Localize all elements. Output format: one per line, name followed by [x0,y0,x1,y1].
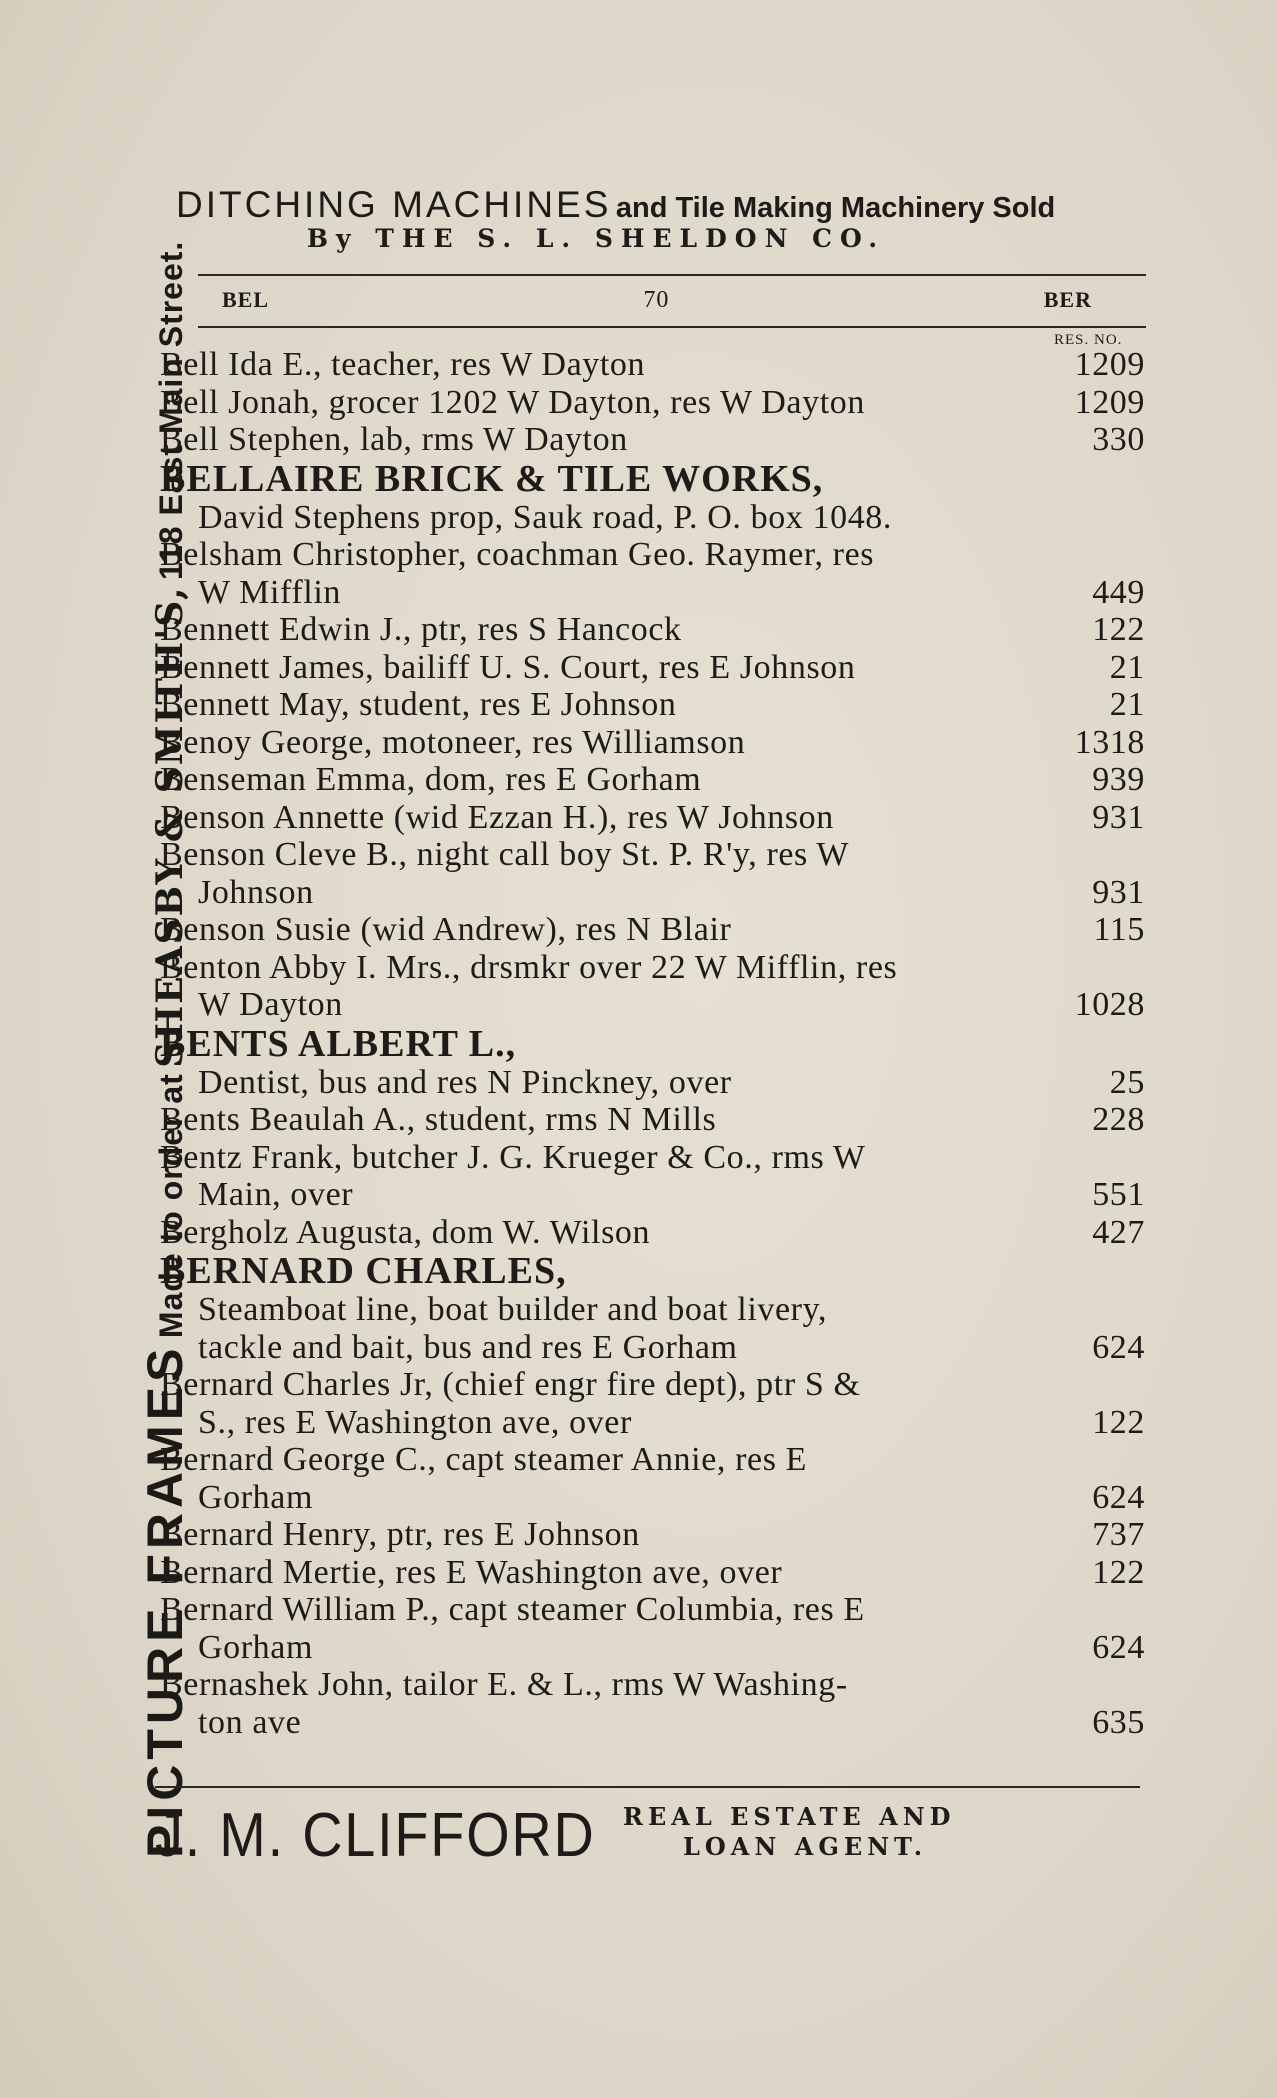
res-number: 122 [1092,611,1145,648]
res-no-label: RES. NO. [1054,332,1123,348]
entry-text: Bents Beaulah A., student, rms N Mills [160,1101,717,1138]
res-number: 931 [1092,873,1145,911]
entry-text: Bell Ida E., teacher, res W Dayton [160,346,646,383]
entry-line [160,761,1145,799]
entry-text: Benson Susie (wid Andrew), res N Blair [160,911,732,948]
entry-heading: BERNARD CHARLES, [160,1250,567,1292]
entry-line [160,836,1145,874]
entry-text: Bennett Edwin J., ptr, res S Hancock [160,611,682,648]
directory-entry [160,1366,1145,1441]
running-head-right: BER [1043,287,1092,312]
entry-line [160,1666,1145,1704]
entry-line [160,1629,1145,1667]
directory-entry [160,761,1145,799]
res-number: 330 [1092,421,1145,458]
top-ad-sheldon-co: By THE S. L. SHELDON CO. [306,224,886,253]
res-number: 427 [1092,1213,1145,1251]
directory-entry [160,1666,1145,1741]
directory-entry [160,911,1145,949]
directory-entry [160,949,1145,1024]
running-head [222,287,1092,314]
entry-text: Benton Abby I. Mrs., drsmkr over 22 W Mifflin, res [160,948,898,986]
entry-line [160,986,1145,1024]
res-number: 228 [1092,1101,1145,1138]
running-head-left: BEL [222,287,270,312]
directory-entry [160,1554,1145,1592]
res-number: 624 [1092,1328,1145,1366]
res-number: 449 [1092,573,1145,611]
directory-entry [160,1024,1145,1102]
side-ad-picture-frames: PICTURE FRAMES [137,1343,193,1858]
res-number: 635 [1092,1703,1145,1741]
entry-text: Bell Stephen, lab, rms W Dayton [160,421,628,458]
side-ad-sheasby-smith: SHEASBY & SMITH'S, [149,585,191,1068]
directory-entry [160,1214,1145,1252]
directory-entry [160,459,1145,537]
side-ad-made-to-order: Made to order at [153,1073,189,1339]
entry-line [160,874,1145,912]
entry-text: tackle and bait, bus and res E Gorham [198,1328,738,1366]
entry-line [160,1139,1145,1177]
entry-text: Bernard George C., capt steamer Annie, res E [160,1441,807,1478]
directory-entry [160,1251,1145,1366]
res-number: 122 [1092,1553,1145,1591]
directory-entry [160,1591,1145,1666]
entry-text: Benson Cleve B., night call boy St. P. R'y, res W [160,836,850,873]
entry-line [160,611,1145,649]
entry-line [160,536,1145,574]
directory-entries [160,346,1145,1741]
directory-entry [160,686,1145,724]
directory-entry [160,649,1145,687]
entry-line [160,574,1145,612]
header-rule-top [198,274,1146,276]
entry-line [160,1516,1145,1554]
directory-entry [160,1101,1145,1139]
entry-line [160,1329,1145,1367]
directory-entry [160,346,1145,384]
res-number: 1209 [1074,383,1145,421]
entry-text: Gorham [198,1478,314,1516]
res-number: 115 [1093,911,1145,948]
entry-line [160,1101,1145,1139]
entry-text: Benseman Emma, dom, res E Gorham [160,761,702,798]
entry-line [160,799,1145,837]
entry-text: Bernashek John, tailor E. & L., rms W Washing- [160,1666,848,1703]
entry-text: Bernard William P., capt steamer Columbia, res E [160,1591,865,1628]
res-number: 21 [1109,686,1145,723]
clifford-business-line2: LOAN AGENT. [683,1832,928,1861]
directory-entry [160,724,1145,762]
entry-line [160,1591,1145,1629]
entry-text: Main, over [198,1176,354,1213]
entry-text: Bergholz Augusta, dom W. Wilson [160,1213,651,1251]
header-rule-bottom [198,326,1146,328]
res-number: 624 [1092,1478,1145,1516]
page-number: 70 [643,287,670,313]
entry-line [160,421,1145,459]
entry-text: Dentist, bus and res N Pinckney, over [198,1063,732,1101]
entry-text: Johnson [198,873,314,911]
top-advertisement [176,184,1146,253]
entry-line [160,346,1145,384]
res-number: 1209 [1074,346,1145,383]
entry-text: Bell Jonah, grocer 1202 W Dayton, res W Dayton [160,383,865,421]
entry-text: Belsham Christopher, coachman Geo. Raymer, res [160,536,875,573]
directory-entry [160,836,1145,911]
entry-line [160,1064,1145,1102]
entry-text: Gorham [198,1628,314,1666]
directory-entry [160,1139,1145,1214]
entry-line [160,1366,1145,1404]
entry-text: Bernard Mertie, res E Washington ave, over [160,1553,783,1591]
entry-line [160,1404,1145,1442]
res-number: 931 [1092,798,1145,836]
entry-text: Benoy George, motoneer, res Williamson [160,723,746,761]
res-number: 551 [1092,1176,1145,1213]
entry-text: Bennett James, bailiff U. S. Court, res E Johnson [160,648,856,686]
side-ad-address: 118 East Main Street. [153,240,189,581]
directory-entry [160,611,1145,649]
directory-entry [160,1441,1145,1516]
entry-text: Bernard Henry, ptr, res E Johnson [160,1516,640,1553]
bottom-advertisement [155,1800,1145,1871]
entry-line [160,1214,1145,1252]
entry-text: W Dayton [198,986,343,1023]
entry-line [160,499,1145,537]
entry-line [160,1479,1145,1517]
res-number: 1028 [1074,986,1145,1023]
entry-text: Bernard Charles Jr, (chief engr fire dept), ptr S & [160,1366,861,1403]
res-number: 737 [1092,1516,1145,1553]
clifford-business-line1: REAL ESTATE AND [623,1802,956,1831]
clifford-business [623,1802,955,1862]
entry-text: Bennett May, student, res E Johnson [160,686,677,723]
entry-line [160,1176,1145,1214]
entry-text: Bentz Frank, butcher J. G. Krueger & Co., rms W [160,1138,866,1176]
entry-line [160,1291,1145,1329]
entry-heading: BELLAIRE BRICK & TILE WORKS, [160,457,824,500]
res-number: 25 [1109,1063,1145,1101]
top-ad-tile-machinery: and Tile Making Machinery Sold [615,192,1056,224]
entry-text: David Stephens prop, Sauk road, P. O. box 1048. [198,498,892,536]
directory-entry [160,536,1145,611]
entry-line [160,384,1145,422]
top-ad-ditching-machines: DITCHING MACHINES [176,184,612,225]
res-number: 939 [1092,761,1145,798]
entry-line [160,949,1145,987]
res-number: 122 [1092,1403,1145,1441]
entry-heading: BENTS ALBERT L., [160,1022,517,1065]
entry-line [160,724,1145,762]
entry-line [160,686,1145,724]
directory-entry [160,384,1145,422]
res-number: 1318 [1074,723,1145,761]
entry-text: W Mifflin [198,573,341,611]
entry-line [160,1554,1145,1592]
clifford-name: J. M. CLIFFORD [155,1801,596,1870]
entry-line [160,911,1145,949]
res-number: 21 [1109,648,1145,686]
res-number: 624 [1092,1628,1145,1666]
entry-line [160,1441,1145,1479]
entry-line [160,1704,1145,1742]
entry-line [160,649,1145,687]
footer-rule [155,1786,1140,1788]
directory-entry [160,1516,1145,1554]
entry-text: Steamboat line, boat builder and boat livery, [198,1291,828,1328]
entry-text: S., res E Washington ave, over [198,1403,632,1441]
entry-text: ton ave [198,1703,302,1741]
entry-text: Benson Annette (wid Ezzan H.), res W Johnson [160,798,834,836]
directory-entry [160,421,1145,459]
directory-entry [160,799,1145,837]
